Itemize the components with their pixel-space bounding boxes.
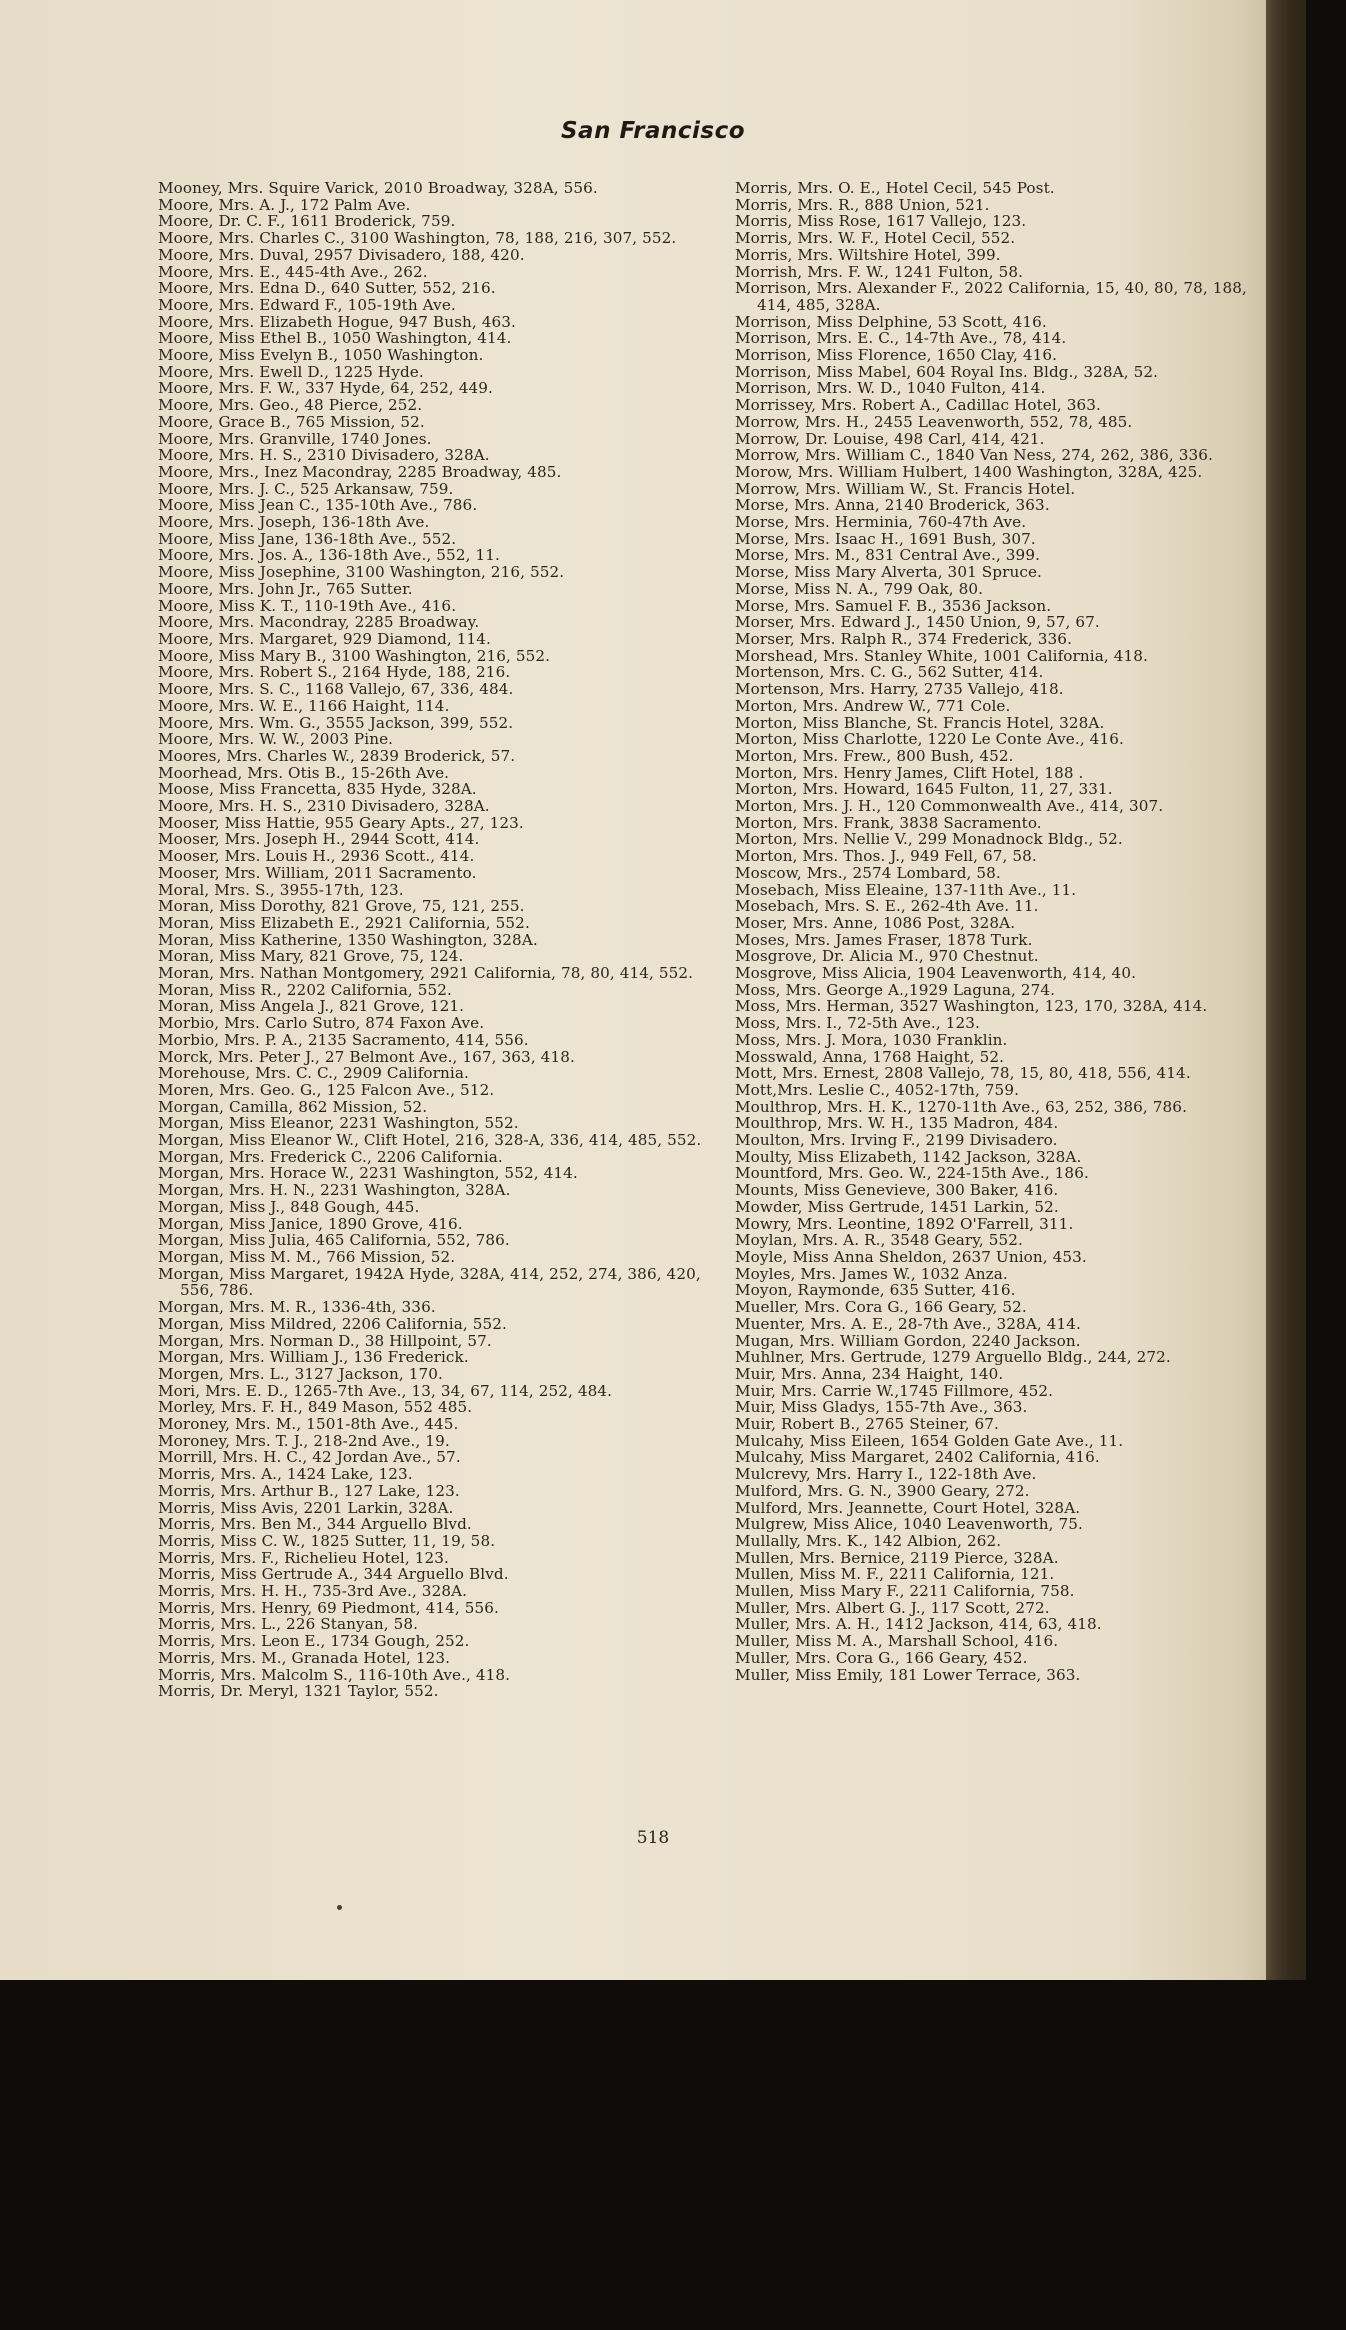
- directory-entry: Moren, Mrs. Geo. G., 125 Falcon Ave., 512.: [158, 1080, 495, 1099]
- directory-entry: Morris, Dr. Meryl, 1321 Taylor, 552.: [158, 1682, 439, 1701]
- directory-entry: Muir, Robert B., 2765 Steiner, 67.: [735, 1415, 999, 1434]
- directory-entry: Moore, Mrs. S. C., 1168 Vallejo, 67, 336, 484.: [158, 680, 514, 699]
- directory-entry: Mott,Mrs. Leslie C., 4052-17th, 759.: [735, 1080, 1020, 1099]
- directory-entry: Moore, Miss Evelyn B., 1050 Washington.: [158, 346, 484, 365]
- directory-entry: Moss, Mrs. J. Mora, 1030 Franklin.: [735, 1030, 1008, 1049]
- directory-entry: Muller, Miss Emily, 181 Lower Terrace, 363.: [735, 1665, 1081, 1684]
- directory-entry: Morrison, Miss Mabel, 604 Royal Ins. Bldg., 328A, 52.: [735, 362, 1159, 381]
- directory-entry: Moore, Mrs. Macondray, 2285 Broadway.: [158, 613, 480, 632]
- directory-entry: Morgan, Mrs. H. N., 2231 Washington, 328A.: [158, 1181, 511, 1200]
- directory-entry: Moore, Mrs. W. W., 2003 Pine.: [158, 730, 394, 749]
- directory-entry: Morrill, Mrs. H. C., 42 Jordan Ave., 57.: [158, 1448, 461, 1467]
- running-head: San Francisco: [560, 118, 746, 144]
- directory-entry: Moroney, Mrs. T. J., 218-2nd Ave., 19.: [158, 1431, 450, 1450]
- directory-entry: Morgan, Mrs. Horace W., 2231 Washington, 552, 414.: [158, 1164, 578, 1183]
- directory-entry: Morrow, Mrs. William W., St. Francis Hotel.: [735, 479, 1076, 498]
- directory-entry: Morgan, Miss J., 848 Gough, 445.: [158, 1197, 420, 1216]
- directory-entry: Moran, Miss Mary, 821 Grove, 75, 124.: [158, 947, 464, 966]
- directory-entry: Mortenson, Mrs. Harry, 2735 Vallejo, 418.: [735, 680, 1064, 699]
- directory-entry: Moore, Mrs. Joseph, 136-18th Ave.: [158, 513, 430, 532]
- directory-entry: Mulford, Mrs. G. N., 3900 Geary, 272.: [735, 1481, 1030, 1500]
- directory-entry: Moss, Mrs. George A.,1929 Laguna, 274.: [735, 980, 1056, 999]
- directory-entry: Moore, Mrs. Edna D., 640 Sutter, 552, 216.: [158, 279, 496, 298]
- directory-entry: Morgan, Mrs. Frederick C., 2206 California.: [158, 1147, 503, 1166]
- directory-entry: Morse, Miss N. A., 799 Oak, 80.: [735, 579, 984, 598]
- directory-entry: Morse, Mrs. Anna, 2140 Broderick, 363.: [735, 496, 1050, 515]
- directory-entry: Moore, Mrs. Charles C., 3100 Washington, 78, 188, 216, 307, 552.: [158, 229, 677, 248]
- directory-entry: Moores, Mrs. Charles W., 2839 Broderick, 57.: [158, 746, 516, 765]
- left-column: [158, 180, 703, 1700]
- directory-entry: Morton, Mrs. Andrew W., 771 Cole.: [735, 696, 1011, 715]
- directory-entry: Moran, Miss R., 2202 California, 552.: [158, 980, 452, 999]
- directory-entry: Morgan, Miss M. M., 766 Mission, 52.: [158, 1248, 456, 1266]
- directory-entry: Moylan, Mrs. A. R., 3548 Geary, 552.: [735, 1231, 1023, 1250]
- directory-entry: Morton, Mrs. Nellie V., 299 Monadnock Bldg., 52.: [735, 830, 1123, 849]
- directory-entry: Morser, Mrs. Edward J., 1450 Union, 9, 57, 67.: [735, 613, 1100, 632]
- directory-entry: Moore, Miss Ethel B., 1050 Washington, 414.: [158, 329, 512, 348]
- directory-entry: Morshead, Mrs. Stanley White, 1001 California, 418.: [735, 646, 1148, 665]
- directory-entry: Morrish, Mrs. F. W., 1241 Fulton, 58.: [735, 262, 1024, 281]
- directory-entry: Mulcahy, Miss Margaret, 2402 California, 416.: [735, 1448, 1100, 1467]
- directory-entry: Moscow, Mrs., 2574 Lombard, 58.: [735, 863, 1001, 882]
- directory-entry: Muir, Miss Gladys, 155-7th Ave., 363.: [735, 1398, 1028, 1417]
- directory-entry: Moore, Mrs. H. S., 2310 Divisadero, 328A.: [158, 446, 490, 465]
- directory-entry: Morser, Mrs. Ralph R., 374 Frederick, 336.: [735, 629, 1072, 648]
- directory-entry: Morton, Miss Blanche, St. Francis Hotel, 328A.: [735, 713, 1105, 732]
- directory-entry: Morris, Mrs. Ben M., 344 Arguello Blvd.: [158, 1515, 472, 1534]
- directory-entry: Morrissey, Mrs. Robert A., Cadillac Hotel, 363.: [735, 396, 1101, 415]
- directory-entry: Moore, Miss Jean C., 135-10th Ave., 786.: [158, 496, 478, 515]
- directory-entry: Moose, Miss Francetta, 835 Hyde, 328A.: [158, 780, 477, 799]
- directory-entry: Morse, Mrs. Isaac H., 1691 Bush, 307.: [735, 529, 1036, 548]
- directory-entry: Mulford, Mrs. Jeannette, Court Hotel, 328A.: [735, 1498, 1081, 1517]
- directory-entry: Morrison, Miss Florence, 1650 Clay, 416.: [735, 346, 1058, 365]
- page-number: 518: [636, 1828, 670, 1848]
- directory-entry: Morrison, Mrs. E. C., 14-7th Ave., 78, 414.: [735, 329, 1067, 348]
- directory-entry: Moyle, Miss Anna Sheldon, 2637 Union, 453.: [735, 1248, 1087, 1266]
- directory-entry: Mooser, Mrs. William, 2011 Sacramento.: [158, 863, 477, 882]
- directory-entry: Moore, Miss K. T., 110-19th Ave., 416.: [158, 596, 457, 615]
- directory-entry: Morton, Mrs. J. H., 120 Commonwealth Ave., 414, 307.: [735, 797, 1164, 816]
- directory-entry: Moore, Mrs. Geo., 48 Pierce, 252.: [158, 396, 423, 415]
- directory-entry: Moore, Mrs. H. S., 2310 Divisadero, 328A.: [158, 797, 490, 816]
- ink-speck: [337, 1905, 342, 1910]
- directory-entry: Moore, Mrs. Duval, 2957 Divisadero, 188, 420.: [158, 245, 525, 264]
- directory-entry: Morgan, Miss Eleanor, 2231 Washington, 552.: [158, 1114, 519, 1133]
- directory-entry: Morris, Miss Avis, 2201 Larkin, 328A.: [158, 1498, 454, 1517]
- directory-entry: Morgan, Camilla, 862 Mission, 52.: [158, 1097, 428, 1116]
- directory-entry: Moore, Mrs. Edward F., 105-19th Ave.: [158, 295, 456, 314]
- directory-entry: Moyles, Mrs. James W., 1032 Anza.: [735, 1264, 1008, 1283]
- directory-entry: Morris, Mrs. W. F., Hotel Cecil, 552.: [735, 229, 1016, 248]
- directory-entry: Morris, Mrs. Malcolm S., 116-10th Ave., 418.: [158, 1665, 511, 1684]
- directory-entry: Moore, Mrs. Robert S., 2164 Hyde, 188, 216.: [158, 663, 511, 682]
- directory-entry: Moore, Mrs. Margaret, 929 Diamond, 114.: [158, 629, 491, 648]
- directory-entry: Mosebach, Mrs. S. E., 262-4th Ave. 11.: [735, 897, 1039, 916]
- directory-entry: Morris, Mrs. Leon E., 1734 Gough, 252.: [158, 1632, 470, 1651]
- directory-entry: Moran, Miss Angela J., 821 Grove, 121.: [158, 997, 465, 1016]
- directory-entry: Moran, Miss Dorothy, 821 Grove, 75, 121, 255.: [158, 897, 525, 916]
- directory-entry: Moorhead, Mrs. Otis B., 15-26th Ave.: [158, 763, 450, 782]
- directory-entry: Mulcrevy, Mrs. Harry I., 122-18th Ave.: [735, 1465, 1037, 1484]
- book-spine-shadow: [1266, 0, 1306, 1980]
- directory-entry: Morton, Mrs. Henry James, Clift Hotel, 188 .: [735, 763, 1084, 782]
- directory-entry: Moore, Miss Josephine, 3100 Washington, 216, 552.: [158, 563, 565, 582]
- directory-entry: Morris, Miss C. W., 1825 Sutter, 11, 19, 58.: [158, 1531, 496, 1550]
- directory-entry: Muller, Mrs. A. H., 1412 Jackson, 414, 63, 418.: [735, 1615, 1102, 1634]
- directory-entry: Mueller, Mrs. Cora G., 166 Geary, 52.: [735, 1298, 1027, 1317]
- directory-entry: Muenter, Mrs. A. E., 28-7th Ave., 328A, 414.: [735, 1314, 1081, 1333]
- directory-entry: Morton, Mrs. Frank, 3838 Sacramento.: [735, 813, 1042, 832]
- directory-entry: Muir, Mrs. Carrie W.,1745 Fillmore, 452.: [735, 1381, 1054, 1400]
- directory-entry: Mulcahy, Miss Eileen, 1654 Golden Gate Ave., 11.: [735, 1431, 1124, 1450]
- directory-entry: Morton, Mrs. Howard, 1645 Fulton, 11, 27, 331.: [735, 780, 1113, 799]
- directory-entry: Moore, Dr. C. F., 1611 Broderick, 759.: [158, 212, 456, 231]
- directory-entry: Moore, Mrs. Ewell D., 1225 Hyde.: [158, 362, 424, 381]
- directory-entry: Moss, Mrs. I., 72-5th Ave., 123.: [735, 1014, 980, 1033]
- directory-entry: Muir, Mrs. Anna, 234 Haight, 140.: [735, 1364, 1004, 1383]
- directory-entry: Morgan, Mrs. M. R., 1336-4th, 336.: [158, 1298, 436, 1317]
- directory-entry: Moore, Miss Jane, 136-18th Ave., 552.: [158, 529, 457, 548]
- directory-entry: Morrison, Miss Delphine, 53 Scott, 416.: [735, 312, 1047, 331]
- directory-entry: Morrison, Mrs. Alexander F., 2022 California, 15, 40, 80, 78, 188, 414, 485, 328A.: [735, 279, 1247, 314]
- directory-entry: Mounts, Miss Genevieve, 300 Baker, 416.: [735, 1181, 1059, 1200]
- directory-entry: Morow, Mrs. William Hulbert, 1400 Washington, 328A, 425.: [735, 462, 1203, 481]
- directory-entry: Moore, Mrs. J. C., 525 Arkansaw, 759.: [158, 479, 454, 498]
- right-column: [735, 180, 1260, 1683]
- directory-entry: Moore, Mrs. W. E., 1166 Haight, 114.: [158, 696, 450, 715]
- directory-entry: Morton, Miss Charlotte, 1220 Le Conte Ave., 416.: [735, 730, 1124, 749]
- directory-entry: Mowder, Miss Gertrude, 1451 Larkin, 52.: [735, 1197, 1059, 1216]
- directory-entry: Moser, Mrs. Anne, 1086 Post, 328A.: [735, 913, 1016, 932]
- directory-entry: Moore, Mrs. Jos. A., 136-18th Ave., 552, 11.: [158, 546, 500, 565]
- directory-entry: Morton, Mrs. Thos. J., 949 Fell, 67, 58.: [735, 847, 1037, 866]
- directory-entry: Moran, Miss Elizabeth E., 2921 California, 552.: [158, 913, 530, 932]
- directory-entry: Morris, Mrs. A., 1424 Lake, 123.: [158, 1465, 413, 1484]
- directory-entry: Morgan, Miss Janice, 1890 Grove, 416.: [158, 1214, 463, 1233]
- directory-entry: Morris, Miss Rose, 1617 Vallejo, 123.: [735, 212, 1027, 231]
- directory-entry: Mori, Mrs. E. D., 1265-7th Ave., 13, 34, 67, 114, 252, 484.: [158, 1381, 613, 1400]
- directory-entry: Moore, Mrs. John Jr., 765 Sutter.: [158, 579, 413, 598]
- directory-entry: Moore, Mrs. Elizabeth Hogue, 947 Bush, 463.: [158, 312, 516, 331]
- directory-entry: Morton, Mrs. Frew., 800 Bush, 452.: [735, 746, 1014, 765]
- directory-entry: Moyon, Raymonde, 635 Sutter, 416.: [735, 1281, 1016, 1300]
- directory-entry: Morgan, Miss Julia, 465 California, 552, 786.: [158, 1231, 510, 1250]
- directory-entry: Moulton, Mrs. Irving F., 2199 Divisadero.: [735, 1131, 1058, 1150]
- directory-entry: Moore, Miss Mary B., 3100 Washington, 216, 552.: [158, 646, 551, 665]
- directory-entry: Morgan, Mrs. Norman D., 38 Hillpoint, 57.: [158, 1331, 492, 1350]
- directory-entry: Mountford, Mrs. Geo. W., 224-15th Ave., 186.: [735, 1164, 1089, 1183]
- directory-entry: Moore, Mrs. Granville, 1740 Jones.: [158, 429, 432, 448]
- directory-entry: Moore, Mrs. A. J., 172 Palm Ave.: [158, 195, 411, 214]
- directory-entry: Moore, Mrs. Wm. G., 3555 Jackson, 399, 552.: [158, 713, 514, 732]
- directory-entry: Morehouse, Mrs. C. C., 2909 California.: [158, 1064, 469, 1083]
- directory-entry: Morris, Mrs. Arthur B., 127 Lake, 123.: [158, 1481, 460, 1500]
- directory-entry: Mowry, Mrs. Leontine, 1892 O'Farrell, 311.: [735, 1214, 1074, 1233]
- directory-entry: Moulthrop, Mrs. H. K., 1270-11th Ave., 63, 252, 386, 786.: [735, 1097, 1187, 1116]
- directory-entry: Moral, Mrs. S., 3955-17th, 123.: [158, 880, 404, 899]
- directory-entry: Mooser, Mrs. Louis H., 2936 Scott., 414.: [158, 847, 475, 866]
- directory-entry: Moses, Mrs. James Fraser, 1878 Turk.: [735, 930, 1033, 949]
- directory-entry: Moroney, Mrs. M., 1501-8th Ave., 445.: [158, 1415, 459, 1434]
- directory-entry: Morris, Mrs. F., Richelieu Hotel, 123.: [158, 1548, 449, 1567]
- directory-entry: Mulgrew, Miss Alice, 1040 Leavenworth, 75.: [735, 1515, 1083, 1534]
- directory-entry: Mullen, Miss Mary F., 2211 California, 758.: [735, 1582, 1075, 1601]
- directory-entry: Mosgrove, Miss Alicia, 1904 Leavenworth, 414, 40.: [735, 964, 1137, 983]
- directory-entry: Morrow, Mrs. William C., 1840 Van Ness, 274, 262, 386, 336.: [735, 446, 1213, 465]
- directory-entry: Morse, Miss Mary Alverta, 301 Spruce.: [735, 563, 1042, 582]
- directory-entry: Morris, Mrs. M., Granada Hotel, 123.: [158, 1648, 451, 1667]
- directory-entry: Muller, Mrs. Albert G. J., 117 Scott, 272.: [735, 1598, 1050, 1617]
- directory-entry: Moore, Mrs., Inez Macondray, 2285 Broadway, 485.: [158, 462, 562, 481]
- directory-entry: Morris, Mrs. R., 888 Union, 521.: [735, 195, 990, 214]
- directory-entry: Morris, Mrs. H. H., 735-3rd Ave., 328A.: [158, 1582, 468, 1601]
- directory-entry: Morris, Mrs. Henry, 69 Piedmont, 414, 556.: [158, 1598, 499, 1617]
- directory-entry: Moss, Mrs. Herman, 3527 Washington, 123, 170, 328A, 414.: [735, 997, 1208, 1016]
- directory-entry: Morrison, Mrs. W. D., 1040 Fulton, 414.: [735, 379, 1046, 398]
- directory-entry: Moore, Mrs. E., 445-4th Ave., 262.: [158, 262, 428, 281]
- directory-entry: Mortenson, Mrs. C. G., 562 Sutter, 414.: [735, 663, 1044, 682]
- directory-entry: Muller, Mrs. Cora G., 166 Geary, 452.: [735, 1648, 1028, 1667]
- directory-entry: Morrow, Dr. Louise, 498 Carl, 414, 421.: [735, 429, 1045, 448]
- directory-entry: Muhlner, Mrs. Gertrude, 1279 Arguello Bldg., 244, 272.: [735, 1348, 1171, 1367]
- directory-entry: Mullen, Mrs. Bernice, 2119 Pierce, 328A.: [735, 1548, 1059, 1567]
- directory-entry: Morbio, Mrs. Carlo Sutro, 874 Faxon Ave.: [158, 1014, 485, 1033]
- directory-entry: Morris, Miss Gertrude A., 344 Arguello Blvd.: [158, 1565, 509, 1584]
- directory-entry: Mosswald, Anna, 1768 Haight, 52.: [735, 1047, 1005, 1066]
- directory-entry: Morck, Mrs. Peter J., 27 Belmont Ave., 167, 363, 418.: [158, 1047, 575, 1066]
- directory-entry: Morgan, Miss Margaret, 1942A Hyde, 328A, 414, 252, 274, 386, 420, 556, 786.: [158, 1264, 701, 1300]
- directory-entry: Morse, Mrs. M., 831 Central Ave., 399.: [735, 546, 1041, 565]
- directory-entry: Morris, Mrs. O. E., Hotel Cecil, 545 Post.: [735, 179, 1055, 197]
- directory-entry: Moore, Mrs. F. W., 337 Hyde, 64, 252, 449.: [158, 379, 493, 398]
- directory-entry: Mooser, Miss Hattie, 955 Geary Apts., 27, 123.: [158, 813, 524, 832]
- directory-entry: Morse, Mrs. Herminia, 760-47th Ave.: [735, 513, 1027, 532]
- directory-entry: Mullally, Mrs. K., 142 Albion, 262.: [735, 1531, 1002, 1550]
- directory-entry: Morris, Mrs. L., 226 Stanyan, 58.: [158, 1615, 419, 1634]
- directory-entry: Moran, Miss Katherine, 1350 Washington, 328A.: [158, 930, 538, 949]
- directory-entry: Mugan, Mrs. William Gordon, 2240 Jackson.: [735, 1331, 1081, 1350]
- directory-entry: Mooney, Mrs. Squire Varick, 2010 Broadway, 328A, 556.: [158, 179, 598, 197]
- directory-entry: Morris, Mrs. Wiltshire Hotel, 399.: [735, 245, 1001, 264]
- directory-entry: Morgan, Mrs. William J., 136 Frederick.: [158, 1348, 469, 1367]
- directory-entry: Mullen, Miss M. F., 2211 California, 121.: [735, 1565, 1055, 1584]
- directory-entry: Morse, Mrs. Samuel F. B., 3536 Jackson.: [735, 596, 1052, 615]
- directory-entry: Morgen, Mrs. L., 3127 Jackson, 170.: [158, 1364, 443, 1383]
- directory-entry: Mosgrove, Dr. Alicia M., 970 Chestnut.: [735, 947, 1039, 966]
- directory-entry: Moore, Grace B., 765 Mission, 52.: [158, 412, 425, 431]
- directory-entry: Moulthrop, Mrs. W. H., 135 Madron, 484.: [735, 1114, 1059, 1133]
- directory-entry: Mosebach, Miss Eleaine, 137-11th Ave., 11.: [735, 880, 1077, 899]
- directory-entry: Morbio, Mrs. P. A., 2135 Sacramento, 414, 556.: [158, 1030, 529, 1049]
- directory-entry: Mooser, Mrs. Joseph H., 2944 Scott, 414.: [158, 830, 480, 849]
- directory-entry: Morgan, Miss Mildred, 2206 California, 552.: [158, 1314, 507, 1333]
- directory-entry: Morgan, Miss Eleanor W., Clift Hotel, 216, 328-A, 336, 414, 485, 552.: [158, 1131, 702, 1150]
- directory-entry: Morley, Mrs. F. H., 849 Mason, 552 485.: [158, 1398, 473, 1417]
- directory-entry: Muller, Miss M. A., Marshall School, 416.: [735, 1632, 1059, 1651]
- directory-entry: Morrow, Mrs. H., 2455 Leavenworth, 552, 78, 485.: [735, 412, 1133, 431]
- directory-entry: Mott, Mrs. Ernest, 2808 Vallejo, 78, 15, 80, 418, 556, 414.: [735, 1064, 1191, 1083]
- directory-entry: Moulty, Miss Elizabeth, 1142 Jackson, 328A.: [735, 1147, 1082, 1166]
- directory-entry: Moran, Mrs. Nathan Montgomery, 2921 California, 78, 80, 414, 552.: [158, 964, 694, 983]
